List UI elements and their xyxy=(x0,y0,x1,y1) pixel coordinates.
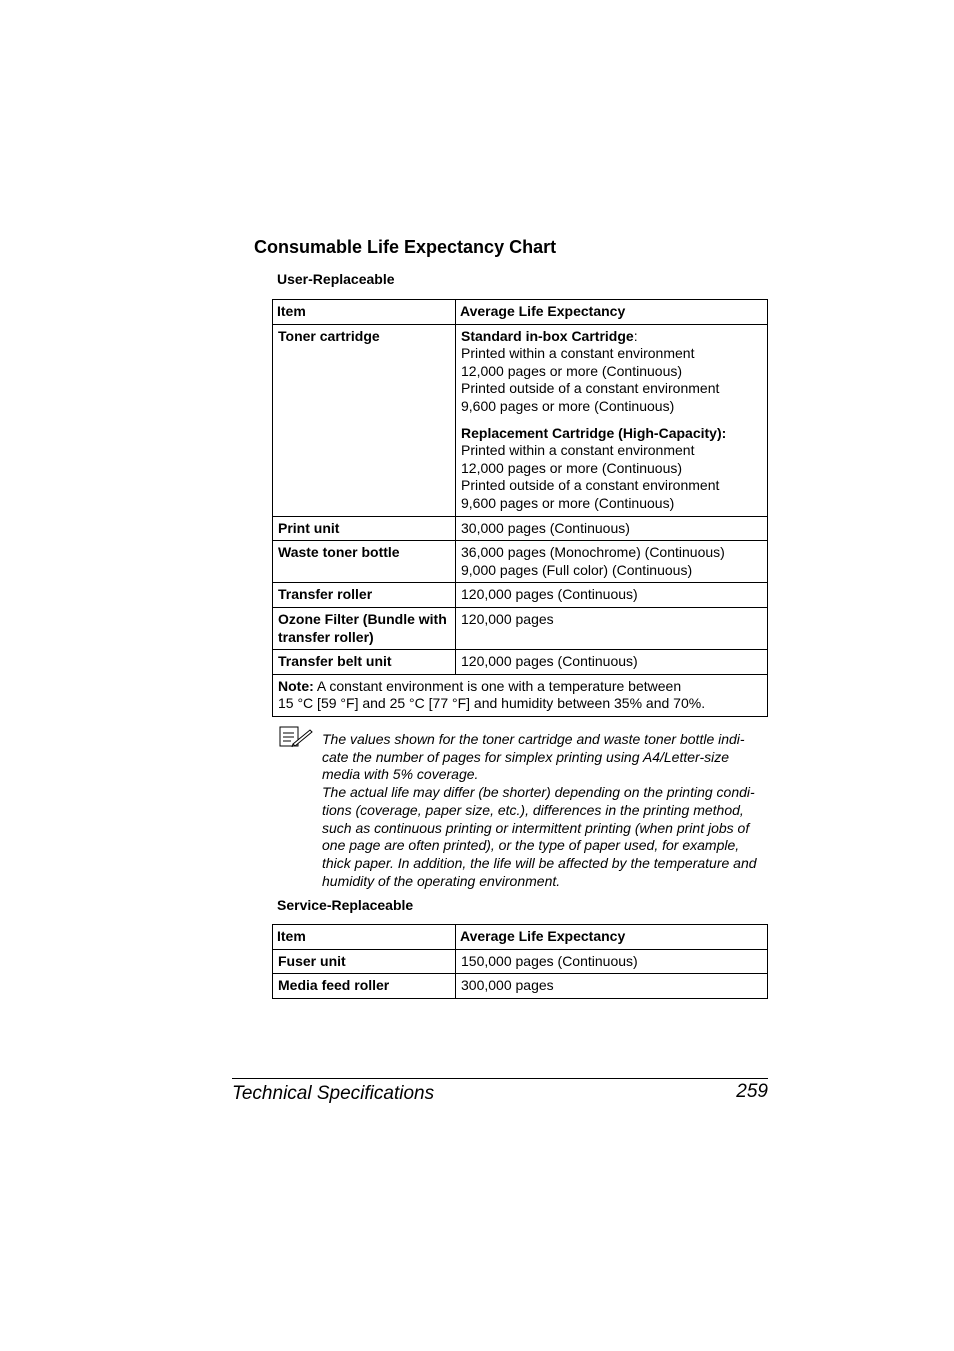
item-ozone-filter: Ozone Filter (Bundle with transfer roller) xyxy=(273,607,456,649)
item-print-unit: Print unit xyxy=(273,516,456,541)
column-header-life: Average Life Expectancy xyxy=(456,925,768,950)
footer-section-title: Technical Specifications xyxy=(232,1083,435,1104)
text-line: Printed within a constant environment xyxy=(461,345,695,362)
life-value: 300,000 pages xyxy=(456,974,768,999)
life-value: 120,000 pages (Continuous) xyxy=(456,650,768,675)
user-replaceable-heading: User-Replaceable xyxy=(277,271,395,287)
life-value: 120,000 pages (Continuous) xyxy=(456,583,768,608)
column-header-item: Item xyxy=(273,300,456,325)
note-line: tions (coverage, paper size, etc.), differences in the printing method, xyxy=(322,801,744,818)
note-line: cate the number of pages for simplex printing using A4/Letter-size xyxy=(322,748,729,765)
item-transfer-roller: Transfer roller xyxy=(273,583,456,608)
item-fuser-unit: Fuser unit xyxy=(273,949,456,974)
note-text-2: 15 °C [59 °F] and 25 °C [77 °F] and humidity between 35% and 70%. xyxy=(278,695,706,712)
text-line: 12,000 pages or more (Continuous) xyxy=(461,362,683,379)
service-replaceable-table xyxy=(272,924,768,999)
standard-cartridge-suffix: : xyxy=(633,327,638,344)
table-row xyxy=(273,974,768,999)
note-line: such as continuous printing or intermittent printing (when print jobs of xyxy=(322,819,750,836)
life-value: 30,000 pages (Continuous) xyxy=(456,516,768,541)
table-row xyxy=(273,583,768,608)
text-line: 9,600 pages or more (Continuous) xyxy=(461,397,675,414)
item-toner-cartridge: Toner cartridge xyxy=(273,324,456,516)
footer-divider xyxy=(232,1078,768,1079)
life-value: 150,000 pages (Continuous) xyxy=(456,949,768,974)
table-note-row xyxy=(273,674,768,716)
note-label: Note: xyxy=(278,677,314,694)
life-value: 120,000 pages xyxy=(456,607,768,649)
toner-life-cell xyxy=(456,324,768,516)
note-line: humidity of the operating environment. xyxy=(322,872,561,889)
text-line: 9,600 pages or more (Continuous) xyxy=(461,494,675,511)
note-line: The values shown for the toner cartridge and waste toner bottle indi- xyxy=(322,731,745,747)
text-line: Printed within a constant environment xyxy=(461,442,695,459)
note-line: media with 5% coverage. xyxy=(322,766,479,783)
item-transfer-belt-unit: Transfer belt unit xyxy=(273,650,456,675)
environment-note xyxy=(273,674,768,716)
table-row xyxy=(273,324,768,516)
pages-note xyxy=(322,731,772,890)
text-line: Printed outside of a constant environment xyxy=(461,380,720,397)
table-row xyxy=(273,541,768,583)
table-row xyxy=(273,949,768,974)
page-title: Consumable Life Expectancy Chart xyxy=(254,237,557,257)
service-replaceable-heading: Service-Replaceable xyxy=(277,897,414,913)
note-line: thick paper. In addition, the life will be affected by the temperature and xyxy=(322,854,757,871)
item-waste-toner-bottle: Waste toner bottle xyxy=(273,541,456,583)
column-header-life: Average Life Expectancy xyxy=(456,300,768,325)
text-line: 12,000 pages or more (Continuous) xyxy=(461,459,683,476)
table-row xyxy=(273,607,768,649)
life-value: 36,000 pages (Monochrome) (Continuous) 9,000 pages (Full color) (Continuous) xyxy=(456,541,768,583)
standard-cartridge-title: Standard in-box Cartridge xyxy=(461,327,634,344)
note-pencil-icon xyxy=(279,726,313,748)
column-header-item: Item xyxy=(273,925,456,950)
table-row xyxy=(273,650,768,675)
note-text: A constant environment is one with a temperature between xyxy=(313,677,682,694)
table-header-row xyxy=(273,925,768,950)
note-line: The actual life may differ (be shorter) depending on the printing condi- xyxy=(322,784,755,801)
user-replaceable-table xyxy=(272,299,768,717)
replacement-cartridge-title: Replacement Cartridge (High-Capacity): xyxy=(461,424,727,441)
text-line: Printed outside of a constant environment xyxy=(461,477,720,494)
page-number: 259 xyxy=(736,1081,768,1102)
table-header-row xyxy=(273,300,768,325)
table-row xyxy=(273,516,768,541)
note-line: one page are often printed), or the type of paper used, for example, xyxy=(322,837,740,854)
item-media-feed-roller: Media feed roller xyxy=(273,974,456,999)
